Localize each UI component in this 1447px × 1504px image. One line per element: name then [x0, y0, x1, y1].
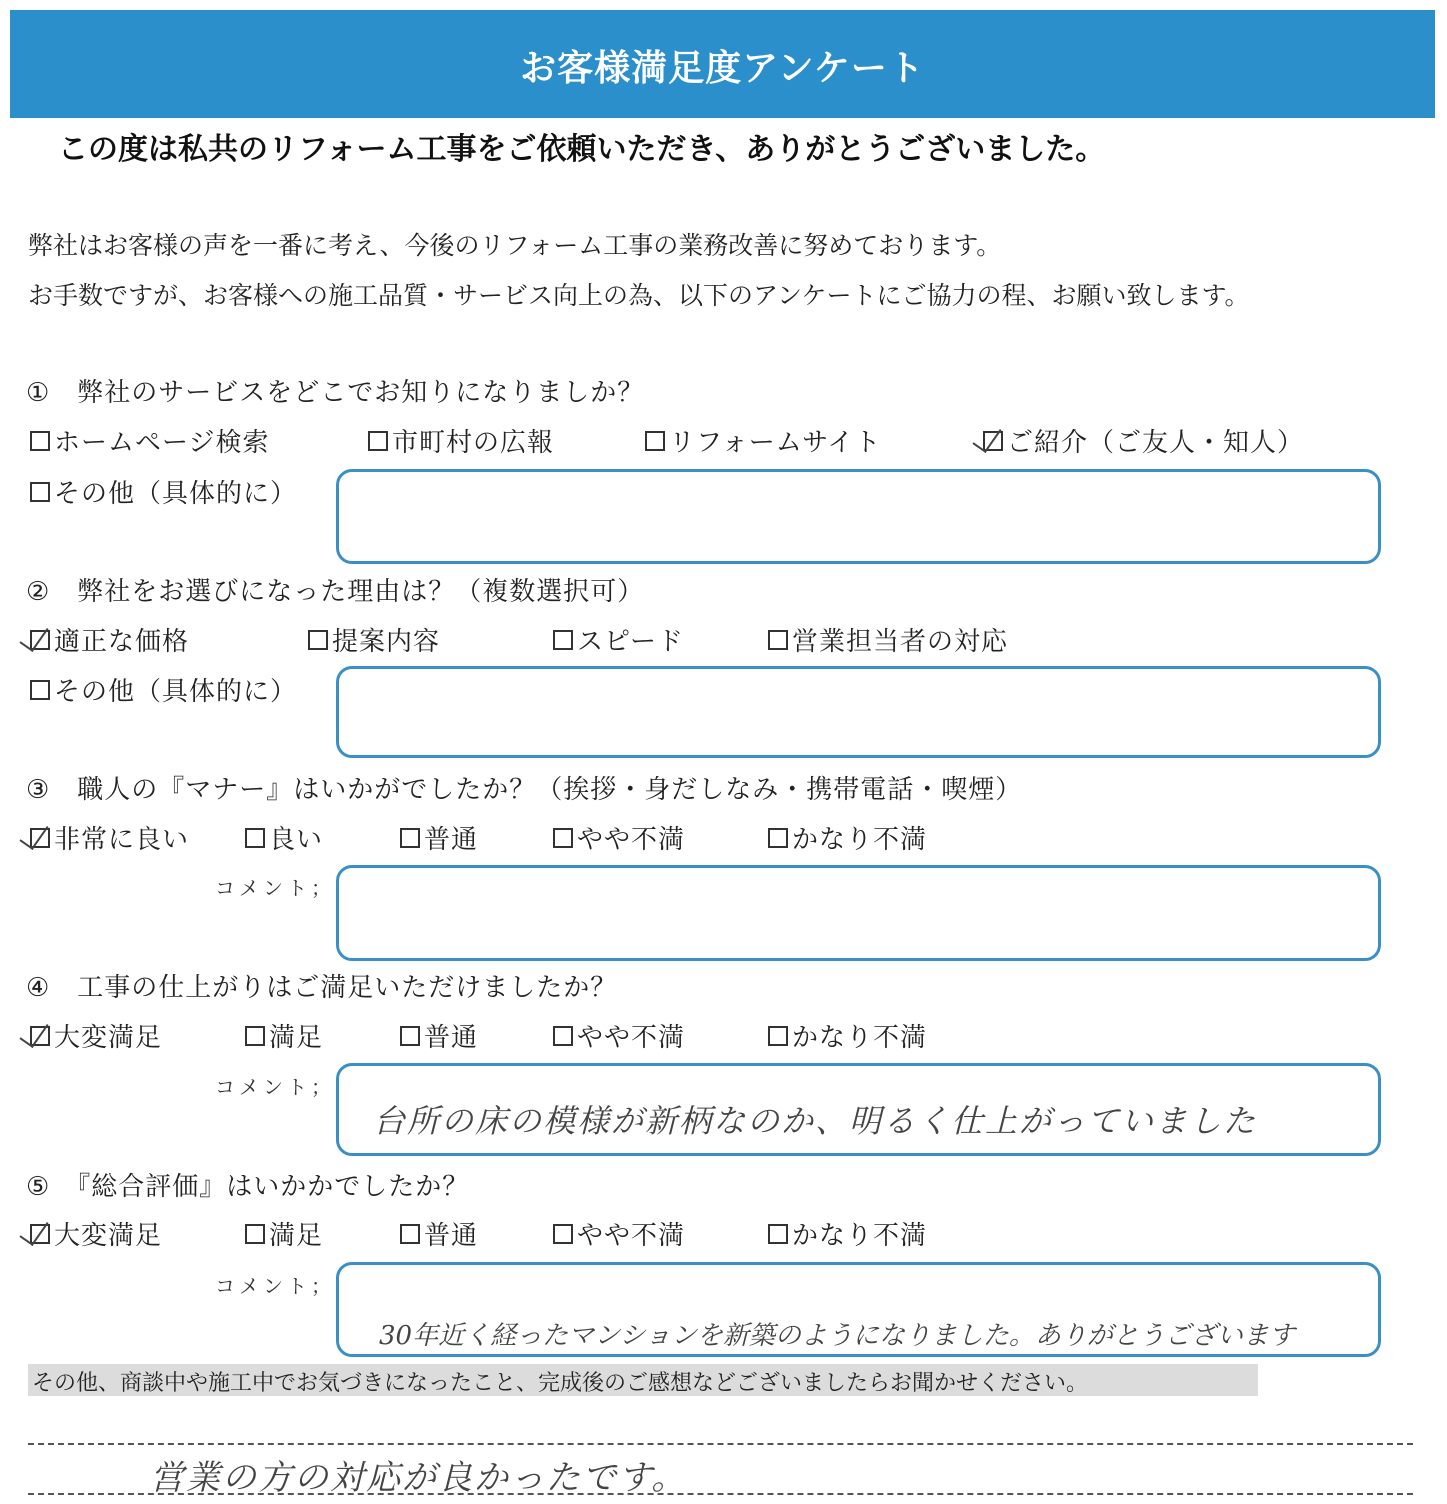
checkbox[interactable]: [245, 1026, 265, 1046]
q1-option-city-bulletin[interactable]: [368, 422, 554, 459]
option-label: 市町村の広報: [392, 428, 555, 458]
q5-option-1[interactable]: [30, 1215, 162, 1252]
checkbox-checked[interactable]: [30, 1224, 50, 1244]
checkbox[interactable]: [245, 828, 265, 848]
checkbox[interactable]: [30, 431, 50, 451]
checkbox[interactable]: [768, 1026, 788, 1046]
q5-comment-field[interactable]: [336, 1262, 1381, 1357]
checkbox[interactable]: [400, 1026, 420, 1046]
q2-question: ② 弊社をお選びになった理由は？（複数選択可）: [26, 577, 645, 607]
checkbox-checked[interactable]: [30, 828, 50, 848]
checkbox[interactable]: [768, 630, 788, 650]
page-title: お客様満足度アンケート: [520, 48, 925, 89]
option-label: やや不満: [577, 1023, 686, 1053]
q1-option-homepage[interactable]: [30, 422, 269, 459]
option-label: リフォームサイト: [669, 428, 882, 458]
option-label: 大変満足: [54, 1221, 163, 1251]
q1-option-reform-site[interactable]: [645, 422, 881, 459]
q4-option-1[interactable]: [30, 1017, 162, 1054]
checkbox[interactable]: [768, 1224, 788, 1244]
option-label: やや不満: [577, 825, 686, 855]
option-label: スピード: [577, 627, 684, 657]
option-label: 良い: [269, 825, 324, 855]
option-label: 普通: [424, 1023, 479, 1053]
option-label: かなり不満: [792, 825, 928, 855]
q4-comment-field[interactable]: [336, 1063, 1381, 1156]
final-handwritten-answer[interactable]: 営業の方の対応が良かったです。: [150, 1458, 688, 1498]
q2-option-speed[interactable]: [553, 621, 684, 658]
q1-option-referral[interactable]: [983, 422, 1304, 459]
option-label: 大変満足: [54, 1023, 163, 1053]
checkbox[interactable]: [368, 431, 388, 451]
checkbox-checked[interactable]: [30, 1026, 50, 1046]
q2-other-field[interactable]: [336, 666, 1381, 758]
option-label: 満足: [269, 1023, 324, 1053]
checkbox-checked[interactable]: [30, 630, 50, 650]
checkbox[interactable]: [400, 1224, 420, 1244]
q2-option-price[interactable]: [30, 621, 189, 658]
q5-option-5[interactable]: [768, 1215, 927, 1252]
intro-line-1: 弊社はお客様の声を一番に考え、今後のリフォーム工事の業務改善に努めております。: [28, 231, 1002, 260]
option-label: かなり不満: [792, 1221, 928, 1251]
q5-option-2[interactable]: [245, 1215, 323, 1252]
q4-option-2[interactable]: [245, 1017, 323, 1054]
option-label: 非常に良い: [54, 825, 190, 855]
q2-option-other[interactable]: [30, 671, 297, 708]
thanks-message: この度は私共のリフォーム工事をご依頼いただき、ありがとうございました。: [58, 132, 1106, 167]
checkbox[interactable]: [553, 1026, 573, 1046]
checkbox[interactable]: [553, 630, 573, 650]
q4-question: ④ 工事の仕上がりはご満足いただけましたか？: [26, 973, 618, 1003]
q5-question: ⑤ 『総合評価』はいかかでしたか？: [26, 1172, 470, 1202]
option-label: その他（具体的に）: [54, 479, 298, 509]
final-prompt: その他、商談中や施工中でお気づきになったこと、完成後のご感想などございましたらお聞かせください。: [28, 1364, 1258, 1396]
checkbox[interactable]: [308, 630, 328, 650]
option-label: 満足: [269, 1221, 324, 1251]
checkbox[interactable]: [30, 482, 50, 502]
q1-other-field[interactable]: [336, 469, 1381, 564]
q1-option-other[interactable]: [30, 473, 297, 510]
handwritten-comment: 台所の床の模様が新柄なのか、明るく仕上がっていました: [373, 1102, 1258, 1140]
q3-comment-label: コメント；: [215, 876, 335, 900]
checkbox[interactable]: [553, 828, 573, 848]
title-bar: [10, 10, 1435, 118]
option-label: 適正な価格: [54, 627, 190, 657]
q2-option-proposal[interactable]: [308, 621, 440, 658]
option-label: 提案内容: [332, 627, 441, 657]
q3-option-4[interactable]: [553, 819, 685, 856]
q4-comment-label: コメント；: [215, 1075, 335, 1099]
option-label: 普通: [424, 825, 479, 855]
q5-comment-label: コメント；: [215, 1274, 335, 1298]
checkbox[interactable]: [30, 680, 50, 700]
handwritten-comment: 30年近く経ったマンションを新築のようになりました。ありがとうございます: [379, 1321, 1295, 1351]
q3-option-2[interactable]: [245, 819, 323, 856]
option-label: かなり不満: [792, 1023, 928, 1053]
option-label: その他（具体的に）: [54, 677, 298, 707]
option-label: 営業担当者の対応: [792, 627, 1009, 657]
q3-comment-field[interactable]: [336, 865, 1381, 961]
q2-option-sales-rep[interactable]: [768, 621, 1008, 658]
q3-option-5[interactable]: [768, 819, 927, 856]
option-label: ホームページ検索: [54, 428, 270, 458]
q1-question: ① 弊社のサービスをどこでお知りになりましか？: [26, 378, 645, 408]
q3-option-1[interactable]: [30, 819, 189, 856]
checkbox[interactable]: [245, 1224, 265, 1244]
checkbox-checked[interactable]: [983, 431, 1003, 451]
intro-line-2: お手数ですが、お客様への施工品質・サービス向上の為、以下のアンケートにご協力の程、お願い致します。: [28, 281, 1250, 310]
checkbox[interactable]: [768, 828, 788, 848]
q3-question: ③ 職人の『マナー』はいかがでしたか？（挨拶・身だしなみ・携帯電話・喫煙）: [26, 775, 1023, 805]
q5-option-4[interactable]: [553, 1215, 685, 1252]
checkbox[interactable]: [645, 431, 665, 451]
option-label: ご紹介（ご友人・知人）: [1007, 428, 1305, 458]
q4-option-5[interactable]: [768, 1017, 927, 1054]
option-label: やや不満: [577, 1221, 686, 1251]
checkbox[interactable]: [400, 828, 420, 848]
q4-option-4[interactable]: [553, 1017, 685, 1054]
q3-option-3[interactable]: [400, 819, 478, 856]
answer-line-2: [28, 1493, 1413, 1495]
q5-option-3[interactable]: [400, 1215, 478, 1252]
q4-option-3[interactable]: [400, 1017, 478, 1054]
option-label: 普通: [424, 1221, 479, 1251]
checkbox[interactable]: [553, 1224, 573, 1244]
answer-line-1: [28, 1443, 1413, 1445]
